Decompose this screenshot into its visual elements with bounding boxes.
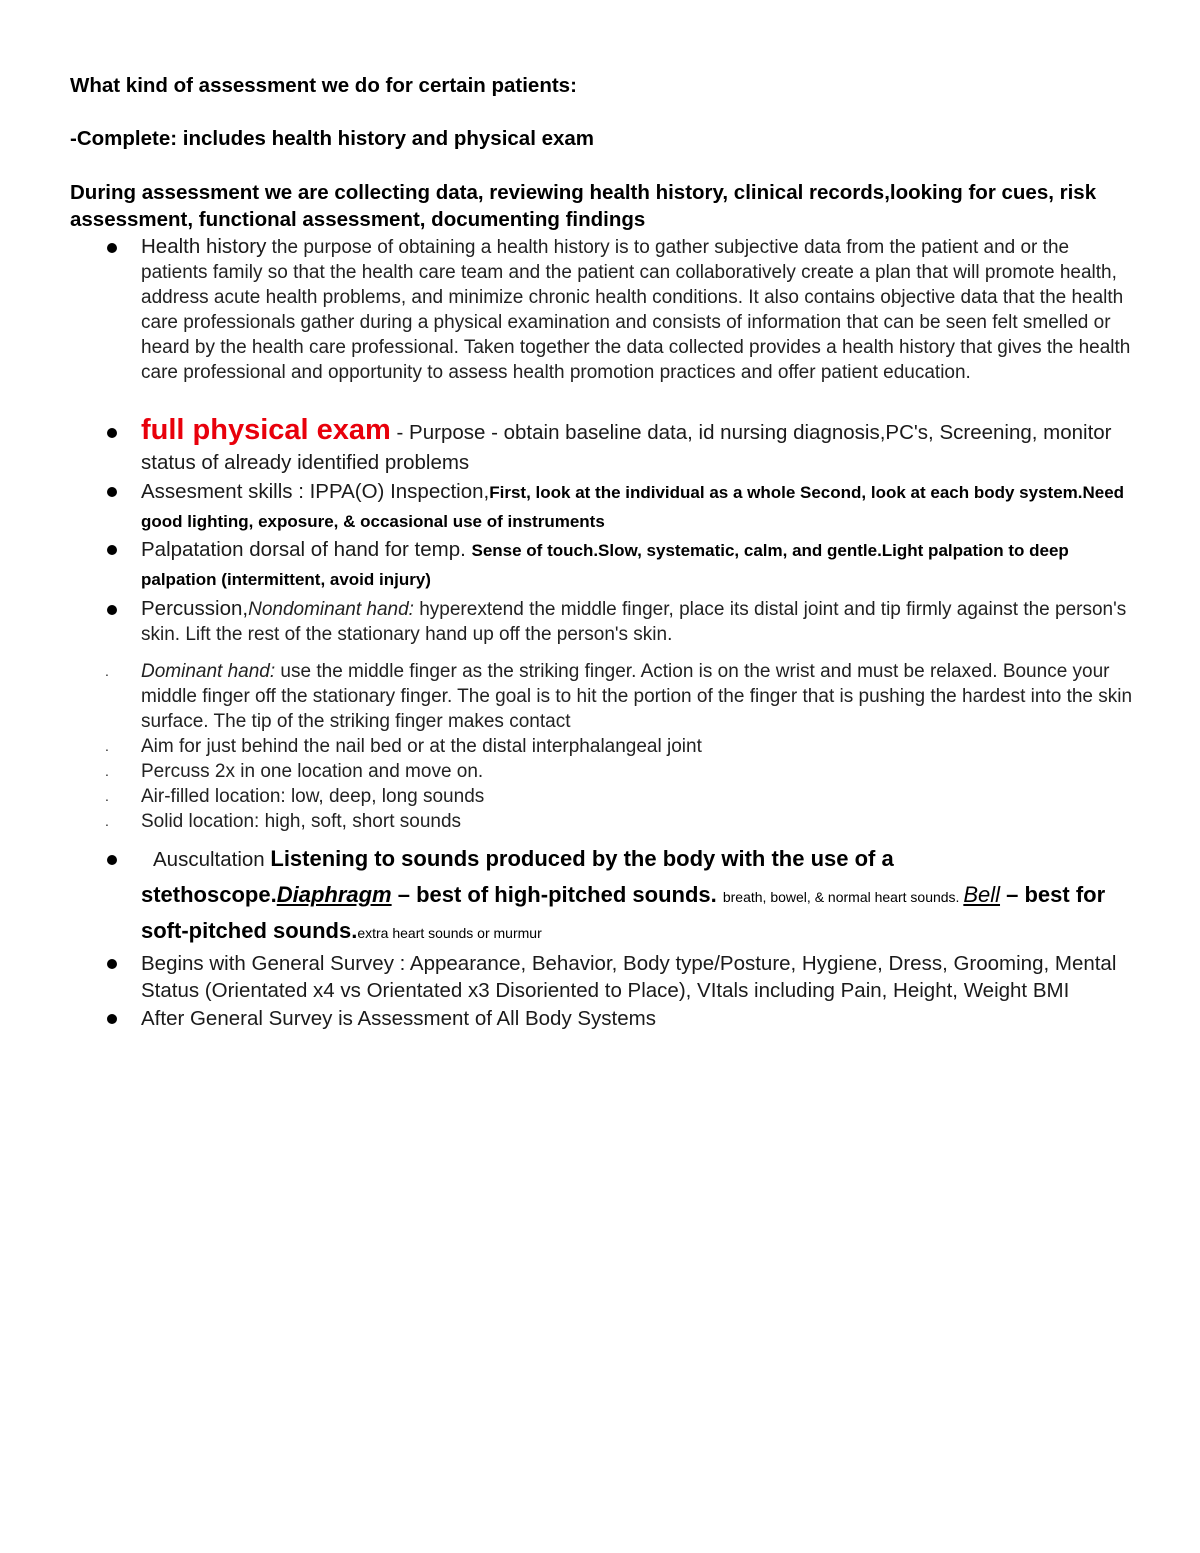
heading-during-assessment: During assessment we are collecting data, reviewing health history, clinical records,looking for cues, risk assessment, functional assessment, documenting findings — [70, 181, 1097, 231]
sub-item-dominant — [70, 659, 1140, 734]
bell-term: Bell — [963, 882, 1001, 907]
dot-marker: . — [105, 663, 109, 679]
auscultation-text-2: – best of high-pitched sounds. — [391, 882, 723, 907]
bullet-icon — [107, 428, 117, 438]
bullet-icon — [107, 487, 117, 497]
auscultation-small-1: breath, bowel, & normal heart sounds. — [722, 889, 964, 905]
survey-text: Begins with General Survey : Appearance, Behavior, Body type/Posture, Hygiene, Dress, Grooming, Mental Status (Orientated x4 vs Orientated x3 Disoriented to Place), VItals including Pain, Height, Weight BMI — [141, 952, 1117, 1002]
solid-text: Solid location: high, soft, short sounds — [141, 811, 462, 832]
health-history-label: Health history — [141, 235, 267, 258]
heading-complete: -Complete: includes health history and physical exam — [70, 127, 595, 150]
skills-text: First, look at the individual as a whole Second, look at each body system.Need good lighting, exposure, & occasional use of instruments — [141, 483, 1125, 531]
list-item-survey — [70, 950, 1140, 1004]
list-item-skills — [70, 478, 1140, 536]
diaphragm-term: Diaphragm — [276, 882, 392, 907]
list-item-percussion — [70, 596, 1140, 647]
bullet-list — [70, 234, 1140, 1033]
bullet-icon — [107, 243, 117, 253]
sub-item-air — [70, 784, 1140, 809]
percussion-text: hyperextend the middle finger, place its distal joint and tip firmly against the person's skin. Lift the rest of the stationary hand up off the person's skin. — [141, 599, 1127, 645]
health-history-text: the purpose of obtaining a health history is to gather subjective data from the patient and or the patients family so that the health care team and the patient can collaboratively create a plan that will promote health, address acute health problems, and minimize chronic health conditions. It also contains objective data that the health care professionals gather during a physical examination and consists of information that can be seen felt smelled or heard by the health care professional. Taken together the data collected provides a health history that gives the health care professional and opportunity to assess health promotion practices and offer patient education. — [141, 237, 1131, 383]
auscultation-label: Auscultation — [153, 848, 271, 871]
bullet-icon — [107, 605, 117, 615]
list-item-auscultation — [70, 842, 1140, 950]
full-exam-text: - Purpose - obtain baseline data, id nursing diagnosis,PC's, Screening, monitor status of already identified problems — [141, 421, 1112, 474]
document-page — [70, 72, 1140, 1033]
auscultation-text-3: – best for soft-pitched sounds. — [141, 882, 1106, 943]
air-text: Air-filled location: low, deep, long sounds — [141, 786, 485, 807]
heading-assessment-kind: What kind of assessment we do for certain patients: — [70, 74, 577, 97]
sub-item-solid — [70, 809, 1140, 834]
sub-item-percuss — [70, 759, 1140, 784]
auscultation-text-1: Listening to sounds produced by the body with the use of a stethoscope. — [141, 846, 894, 907]
palpation-label: Palpatation dorsal of hand for temp. — [141, 538, 472, 561]
dot-marker: . — [105, 813, 109, 829]
list-item-palpation — [70, 536, 1140, 594]
palpation-text: Sense of touch.Slow, systematic, calm, and gentle.Light palpation to deep palpation (intermittent, avoid injury) — [141, 541, 1069, 589]
list-item-full-exam — [70, 415, 1140, 478]
percuss-text: Percuss 2x in one location and move on. — [141, 761, 484, 782]
list-item-after — [70, 1004, 1140, 1033]
bullet-icon — [107, 545, 117, 555]
dot-marker: . — [105, 788, 109, 804]
full-exam-label: full physical exam — [141, 414, 391, 446]
list-item-health-history — [70, 234, 1140, 385]
dominant-text: use the middle finger as the striking finger. Action is on the wrist and must be relaxed. Bounce your middle finger off the stationary finger. The goal is to hit the portion of the finger that is pushing the hardest into the skin surface. The tip of the striking finger makes contact — [141, 661, 1133, 732]
bullet-icon — [107, 855, 117, 865]
sub-item-aim — [70, 734, 1140, 759]
dot-marker: . — [105, 763, 109, 779]
bullet-icon — [107, 1014, 117, 1024]
auscultation-small-2: extra heart sounds or murmur — [357, 925, 542, 941]
bullet-icon — [107, 959, 117, 969]
percussion-italic: Nondominant hand: — [248, 599, 414, 620]
aim-text: Aim for just behind the nail bed or at the distal interphalangeal joint — [141, 736, 702, 757]
skills-label: Assesment skills : IPPA(O) Inspection, — [141, 480, 490, 503]
dot-marker: . — [105, 738, 109, 754]
percussion-label: Percussion, — [141, 597, 249, 620]
dominant-italic: Dominant hand: — [141, 661, 276, 682]
after-text: After General Survey is Assessment of All Body Systems — [141, 1007, 656, 1030]
